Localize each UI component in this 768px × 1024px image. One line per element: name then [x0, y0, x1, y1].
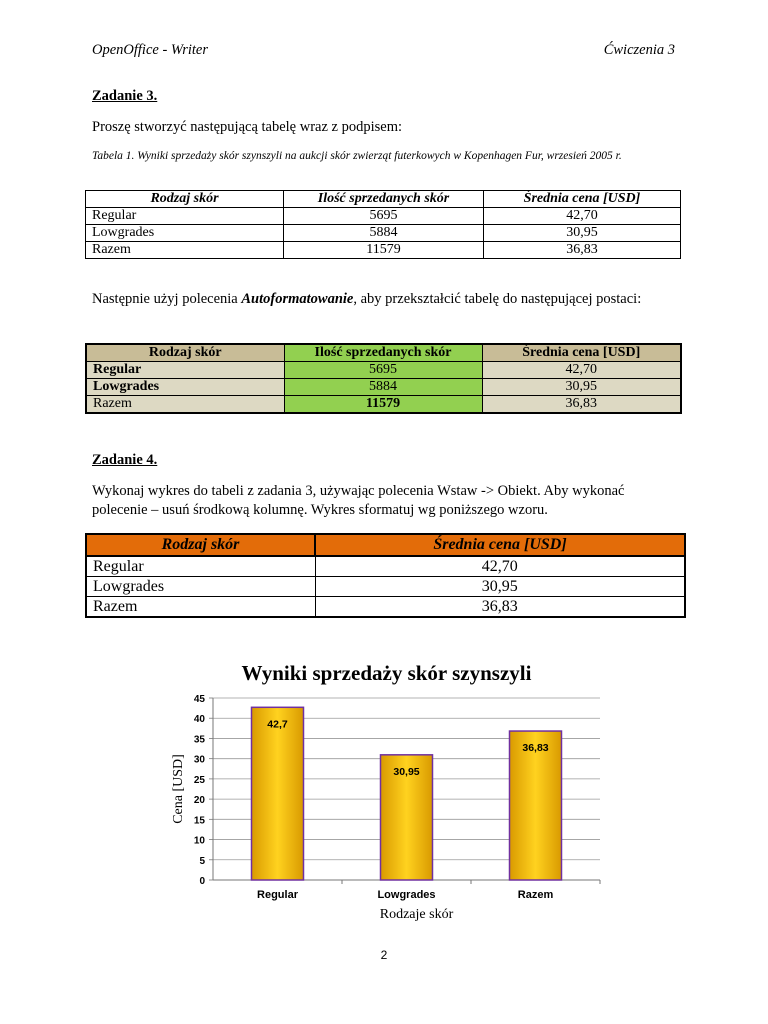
col-header: Średnia cena [USD]: [315, 534, 685, 556]
table-row: [86, 379, 681, 396]
col-header: Ilość sprzedanych skór: [284, 191, 484, 208]
cell: 5695: [284, 362, 482, 379]
autoformatted-table: [85, 343, 682, 414]
command-name: Autoformatowanie: [241, 291, 354, 307]
data-label: 36,83: [522, 742, 549, 755]
cell: 11579: [284, 396, 482, 414]
text-part: , aby przekształcić tabelę do następującej postaci:: [353, 291, 642, 307]
y-tick-label: 5: [199, 855, 205, 867]
cell: Lowgrades: [86, 225, 284, 242]
bar: [252, 707, 304, 880]
y-tick-label: 35: [193, 734, 205, 746]
table-row: [86, 597, 685, 618]
cell: Regular: [86, 208, 284, 225]
task4-heading: Zadanie 4.: [92, 452, 158, 468]
cell: 30,95: [315, 577, 685, 597]
autoformat-instruction: [92, 290, 682, 309]
table-row: [86, 556, 685, 577]
col-header: Rodzaj skór: [86, 534, 315, 556]
bar-chart: [160, 650, 620, 930]
col-header: Średnia cena [USD]: [484, 191, 681, 208]
header-exercise-name: Ćwiczenia 3: [603, 42, 675, 58]
table-row: [86, 225, 681, 242]
cell: Razem: [86, 597, 315, 618]
y-tick-label: 0: [199, 876, 205, 887]
cell: Regular: [86, 556, 315, 577]
y-tick-label: 30: [193, 754, 205, 766]
cell: 36,83: [482, 396, 681, 414]
col-header: Ilość sprzedanych skór: [284, 344, 482, 362]
table-caption: Tabela 1. Wyniki sprzedaży skór szynszyli na aukcji skór zwierząt futerkowych w Kopenhagen Fur, wrzesień 2005 r.: [92, 150, 622, 162]
chart-title: Wyniki sprzedaży skór szynszyli: [241, 661, 532, 685]
col-header: Rodzaj skór: [86, 344, 284, 362]
x-tick-label: Lowgrades: [377, 889, 436, 901]
cell: Lowgrades: [86, 379, 284, 396]
y-tick-label: 10: [193, 835, 205, 847]
table-row: [86, 396, 681, 414]
plain-table: [85, 190, 681, 259]
y-tick-label: 45: [193, 694, 205, 705]
cell: 36,83: [315, 597, 685, 618]
cell: 30,95: [484, 225, 681, 242]
cell: 11579: [284, 242, 484, 259]
x-tick-label: Regular: [257, 889, 298, 901]
cell: 42,70: [484, 208, 681, 225]
cell: 5695: [284, 208, 484, 225]
data-label: 30,95: [393, 765, 420, 778]
x-axis-label: Rodzaje skór: [379, 907, 454, 922]
y-tick-label: 25: [193, 774, 205, 786]
cell: 42,70: [482, 362, 681, 379]
cell: 30,95: [482, 379, 681, 396]
task3-instruction: Proszę stworzyć następującą tabelę wraz z podpisem:: [92, 119, 403, 135]
table-row: [86, 242, 681, 259]
y-tick-label: 20: [193, 795, 205, 807]
x-tick-label: Razem: [517, 889, 554, 901]
header-app-name: OpenOffice - Writer: [92, 42, 208, 58]
table-row: [86, 362, 681, 379]
cell: 36,83: [484, 242, 681, 259]
col-header: Rodzaj skór: [86, 191, 284, 208]
table-row: [86, 577, 685, 597]
y-axis-label: Cena [USD]: [171, 754, 186, 824]
cell: Razem: [86, 242, 284, 259]
cell: Lowgrades: [86, 577, 315, 597]
cell: 5884: [284, 379, 482, 396]
cell: 5884: [284, 225, 484, 242]
y-tick-label: 40: [193, 714, 205, 726]
cell: Razem: [86, 396, 284, 414]
table-row: [86, 208, 681, 225]
y-tick-label: 15: [193, 815, 205, 827]
task3-heading: Zadanie 3.: [92, 88, 158, 104]
col-header: Średnia cena [USD]: [482, 344, 681, 362]
cell: 42,70: [315, 556, 685, 577]
task4-instruction: Wykonaj wykres do tabeli z zadania 3, używając polecenia Wstaw -> Obiekt. Aby wykonać polecenie – usuń środkową kolumnę. Wykres sformatuj wg poniższego wzoru.: [92, 483, 625, 518]
price-table: [85, 533, 686, 618]
data-label: 42,7: [267, 718, 288, 731]
page-number: 2: [380, 948, 388, 962]
cell: Regular: [86, 362, 284, 379]
text-part: Następnie użyj polecenia: [92, 291, 242, 307]
